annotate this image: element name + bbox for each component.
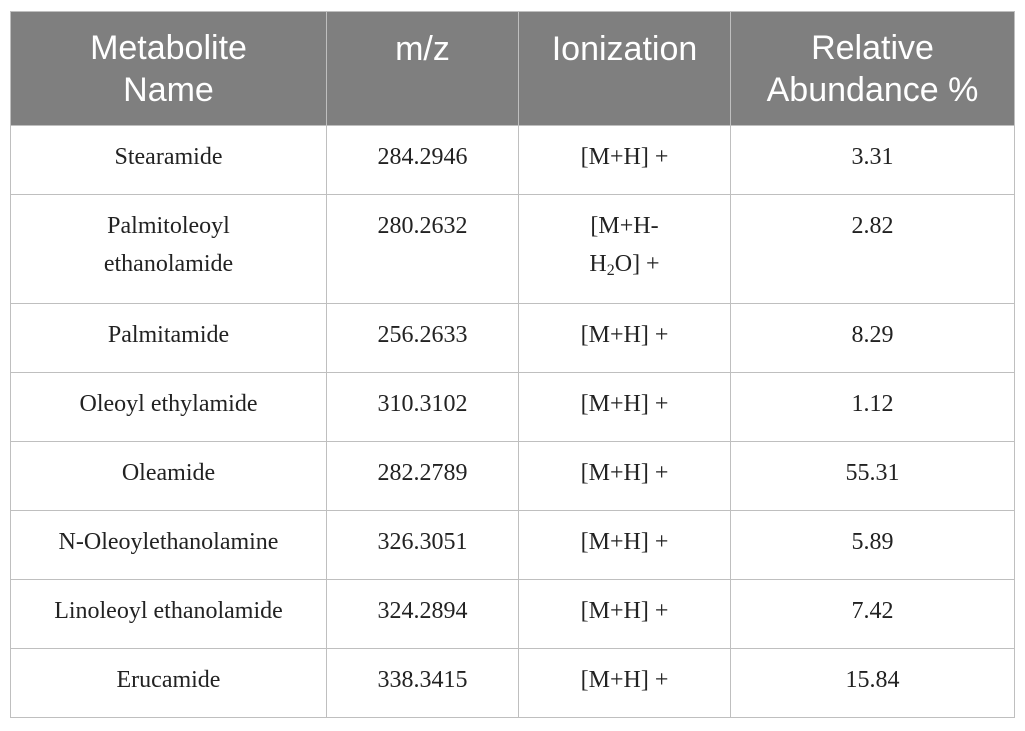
cell-relative-abundance: 8.29 xyxy=(731,304,1015,373)
cell-metabolite-name: N-Oleoylethanolamine xyxy=(11,511,327,580)
table-row xyxy=(11,304,1015,373)
table-row xyxy=(11,195,1015,304)
cell-relative-abundance: 3.31 xyxy=(731,126,1015,195)
cell-mz: 284.2946 xyxy=(327,126,519,195)
cell-ionization: [M+H] + xyxy=(519,373,731,442)
cell-relative-abundance: 15.84 xyxy=(731,649,1015,718)
table-row xyxy=(11,511,1015,580)
cell-relative-abundance: 7.42 xyxy=(731,580,1015,649)
metabolite-table xyxy=(10,11,1015,718)
cell-ionization: [M+H] + xyxy=(519,580,731,649)
cell-mz: 280.2632 xyxy=(327,195,519,304)
header-relative-abundance xyxy=(731,12,1015,126)
cell-metabolite-name: Stearamide xyxy=(11,126,327,195)
cell-relative-abundance: 2.82 xyxy=(731,195,1015,304)
cell-metabolite-name: Palmitamide xyxy=(11,304,327,373)
cell-text: H xyxy=(589,251,607,277)
cell-relative-abundance: 55.31 xyxy=(731,442,1015,511)
cell-ionization: [M+H] + xyxy=(519,304,731,373)
header-text: Abundance % xyxy=(766,70,979,109)
cell-metabolite-name: Oleamide xyxy=(11,442,327,511)
cell-ionization: [M+H] + xyxy=(519,126,731,195)
header-metabolite-name xyxy=(11,12,327,126)
table-body xyxy=(11,126,1015,718)
subscript-text: 2 xyxy=(606,262,615,279)
cell-ionization: [M+H] + xyxy=(519,511,731,580)
cell-mz: 310.3102 xyxy=(327,373,519,442)
cell-mz: 256.2633 xyxy=(327,304,519,373)
table-row xyxy=(11,580,1015,649)
cell-metabolite-name: Erucamide xyxy=(11,649,327,718)
header-text: Relative xyxy=(811,28,934,67)
table-header xyxy=(11,12,1015,126)
cell-mz: 338.3415 xyxy=(327,649,519,718)
cell-metabolite-name xyxy=(11,195,327,304)
cell-relative-abundance: 5.89 xyxy=(731,511,1015,580)
cell-ionization: [M+H] + xyxy=(519,442,731,511)
cell-text: O] + xyxy=(614,251,660,277)
cell-ionization: [M+H] + xyxy=(519,649,731,718)
cell-mz: 326.3051 xyxy=(327,511,519,580)
header-row xyxy=(11,12,1015,126)
cell-mz: 324.2894 xyxy=(327,580,519,649)
cell-text xyxy=(525,245,724,283)
table-row xyxy=(11,649,1015,718)
header-mz xyxy=(327,12,519,126)
cell-text: Palmitoleoyl xyxy=(107,213,230,239)
table-row xyxy=(11,126,1015,195)
table-row xyxy=(11,442,1015,511)
table-row xyxy=(11,373,1015,442)
header-text: Ionization xyxy=(551,30,698,68)
header-text: Metabolite xyxy=(90,28,247,67)
cell-relative-abundance: 1.12 xyxy=(731,373,1015,442)
cell-metabolite-name: Linoleoyl ethanolamide xyxy=(11,580,327,649)
cell-ionization xyxy=(519,195,731,304)
cell-text: [M+H- xyxy=(590,213,659,239)
cell-text: ethanolamide xyxy=(103,251,234,277)
cell-mz: 282.2789 xyxy=(327,442,519,511)
header-text: m/z xyxy=(395,30,450,68)
cell-metabolite-name: Oleoyl ethylamide xyxy=(11,373,327,442)
header-text: Name xyxy=(123,70,214,109)
header-ionization xyxy=(519,12,731,126)
